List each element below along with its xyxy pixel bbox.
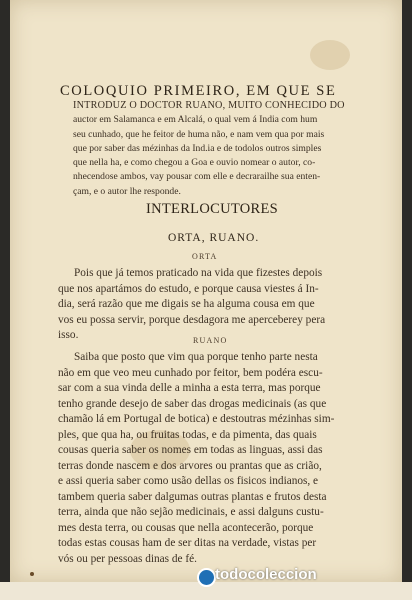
paragraph-line: que nos apartámos do estudo, e porque causa viestes á In-: [58, 282, 319, 295]
intro-line: nhecendose ambos, vay pousar com elle e decrarailhe sua enten-: [73, 171, 321, 183]
interlocutors-heading: INTERLOCUTORES: [146, 201, 279, 217]
interlocutors-names: ORTA, RUANO.: [168, 232, 260, 244]
paragraph-line: Saiba que posto que vim qua porque tenho parte nesta: [74, 351, 318, 363]
intro-line: seu cunhado, que he feitor de huma não, e nam vem qua por mais: [73, 128, 325, 140]
paragraph-ruano: [58, 350, 334, 567]
intro-line: INTRODUZ O DOCTOR RUANO, MUITO CONHECIDO DO: [73, 100, 345, 111]
chapter-title: COLOQUIO PRIMEIRO, EM QUE SE: [60, 83, 337, 99]
paragraph-line: mes desta terra, ou cousas que nella acontecerão, porque: [58, 521, 314, 534]
paragraph-line: ples, que qua ha, ou fruitas todas, e da pimenta, das quais: [58, 428, 317, 441]
watermark-text: todocoleccion: [215, 566, 317, 583]
paragraph-line: Pois que já temos praticado na vida que fizestes depois: [74, 267, 323, 279]
speaker-label: RUANO: [193, 336, 228, 345]
watermark-logo-icon: [197, 568, 216, 587]
ink-dot: [30, 572, 34, 576]
paragraph-line: tambem queria saber dalgumas outras plantas e frutos desta: [58, 490, 327, 503]
paragraph-line: sar com a sua vinda delle a minha a esta terra, mas porque: [58, 382, 321, 394]
paragraph-line: todas estas cousas ham de ser ditas na verdade, vistas per: [58, 537, 317, 549]
paragraph-line: chamão lá em Portugal de botica) e destoutras mézinhas sim-: [58, 413, 335, 425]
paragraph-line: terras donde nascem e dos arvores ou prantas que as crião,: [58, 459, 322, 472]
intro-line: que nella ha, e como chegou a Goa e ouvio nomear o autor, co-: [73, 157, 316, 169]
paragraph-line: não em que veo meu cunhado por feitor, bem podéra escu-: [58, 366, 323, 379]
paragraph-line: terra, ainda que não sejão medicinais, e assi dalguns custu-: [58, 506, 324, 518]
paragraph-line: isso.: [58, 329, 79, 341]
intro-line: auctor em Salamanca e em Alcalá, o qual vem á India com hum: [73, 114, 318, 126]
intro-line: que por saber das mézinhas da Ind.ia e de todolos outros simples: [73, 142, 322, 154]
paragraph-orta: [58, 266, 325, 344]
paragraph-line: vós ou per pessoas dinas de fé.: [58, 552, 197, 565]
paragraph-line: tenho grande desejo de saber das drogas medicinais (as que: [58, 397, 327, 410]
intro-line: çam, e o autor lhe responde.: [73, 185, 181, 197]
paragraph-line: dia, será razão que me digais se ha alguma cousa em que: [58, 298, 315, 310]
paragraph-line: vos eu possa servir, porque desdagora me aperceberey pera: [58, 313, 326, 326]
speaker-label: ORTA: [192, 252, 218, 261]
paragraph-line: cousas queria saber os nomes em todas as linguas, assi das: [58, 444, 323, 456]
paper-stain: [310, 40, 350, 70]
paragraph-line: e assi queria saber como usão dellas os fisicos indianos, e: [58, 475, 319, 487]
chapter-intro: [73, 99, 345, 199]
